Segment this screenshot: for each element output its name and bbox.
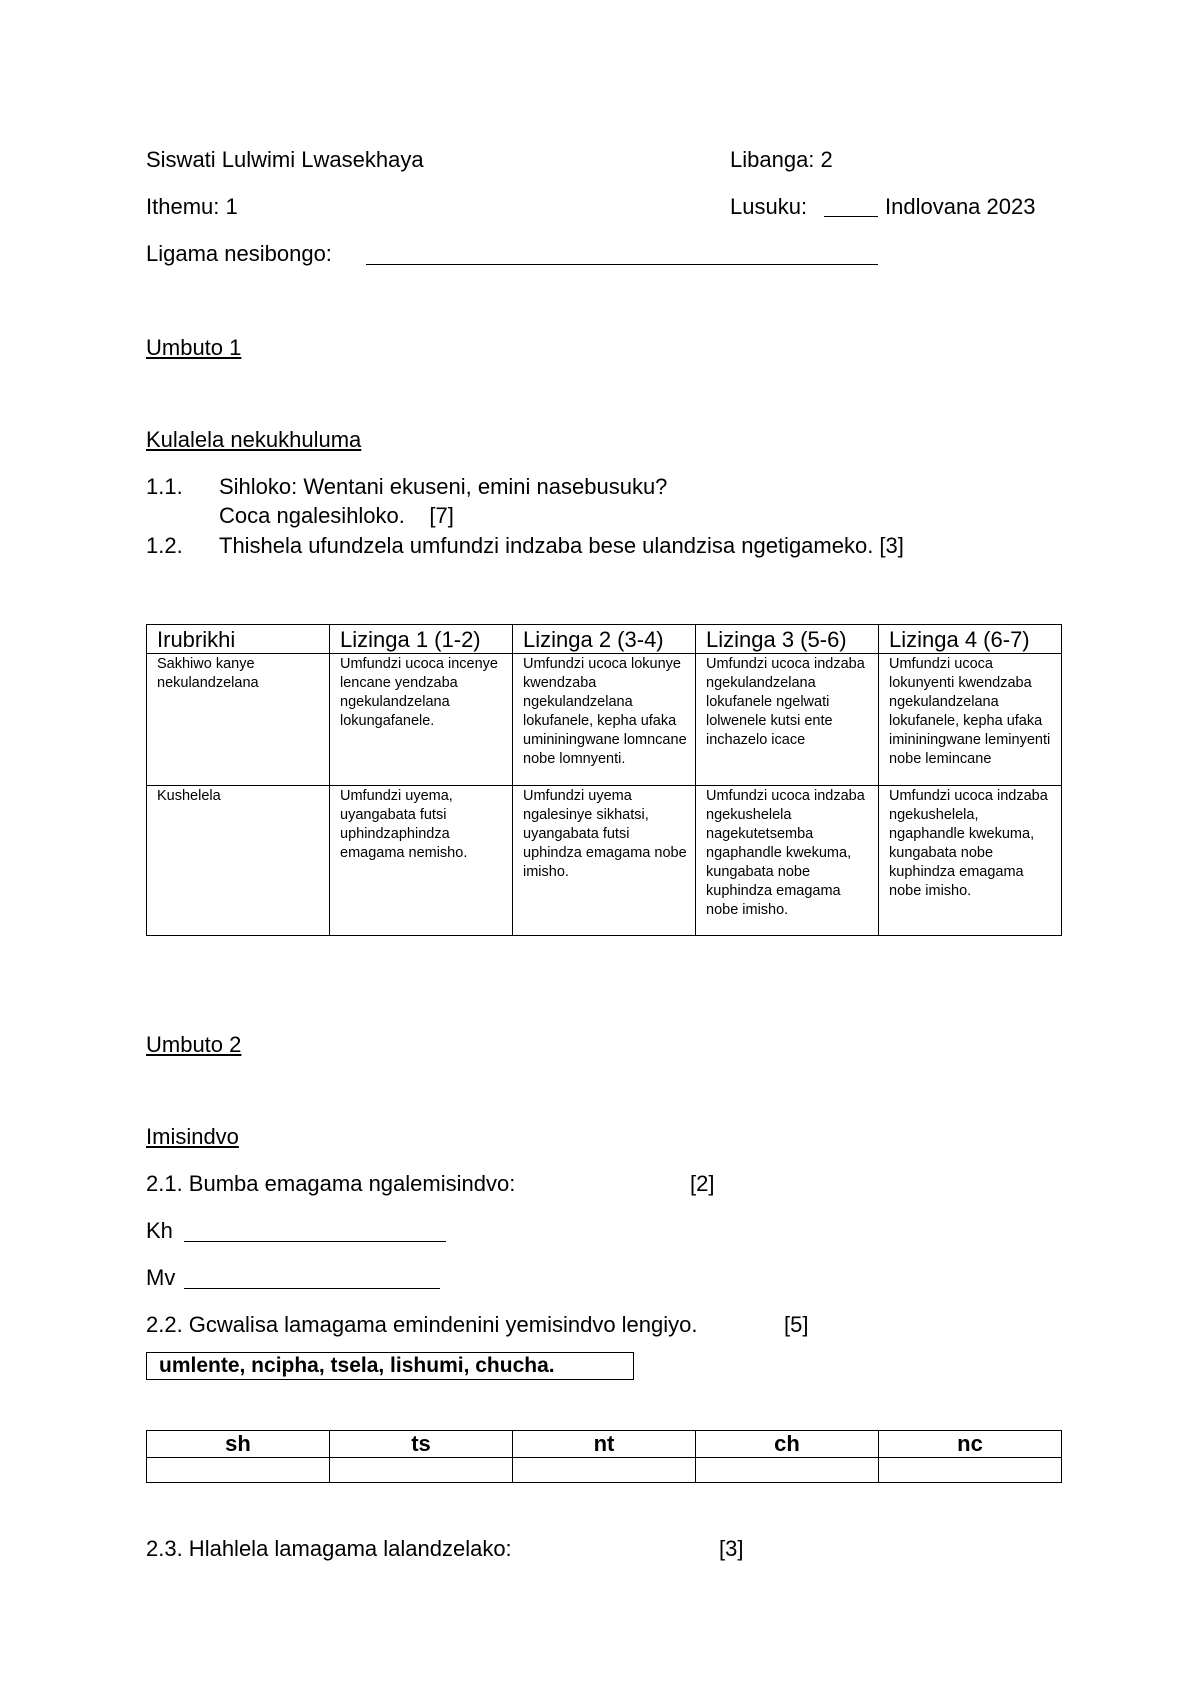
rubric-criterion-cell: Sakhiwo kanye nekulandzelana: [147, 654, 330, 786]
sound-header-sh: sh: [147, 1431, 330, 1458]
sound-family-table: [146, 1430, 1062, 1483]
section1-heading: Umbuto 1: [146, 335, 242, 360]
question-2-3-text: 2.3. Hlahlela lamagama lalandzelako:: [146, 1536, 512, 1561]
question-2-2-marks: [5]: [784, 1312, 809, 1337]
rubric-header-cell: Lizinga 3 (5-6): [696, 625, 879, 654]
table-row: [147, 654, 1062, 786]
question-1-2-number: 1.2.: [146, 533, 183, 558]
question-1-1-instruction: Coca ngalesihloko. [7]: [219, 503, 454, 528]
rubric-table: [146, 624, 1062, 936]
section1-subheading: Kulalela nekukhuluma: [146, 427, 362, 452]
date-suffix: Indlovana 2023: [885, 194, 1036, 219]
rubric-header-cell: Lizinga 1 (1-2): [330, 625, 513, 654]
section2-heading: Umbuto 2: [146, 1032, 242, 1057]
question-2-3-marks: [3]: [719, 1536, 744, 1561]
rubric-header-cell: Lizinga 4 (6-7): [879, 625, 1062, 654]
question-2-1-text: 2.1. Bumba emagama ngalemisindvo:: [146, 1171, 516, 1196]
mv-label: Mv: [146, 1265, 176, 1290]
section2-subheading: Imisindvo: [146, 1124, 239, 1149]
rubric-cell: Umfundzi ucoca indzaba ngekulandzelana lokufanele ngelwati lolwenele kutsi ente inchazelo icace: [696, 654, 879, 786]
answer-cell-nt[interactable]: [513, 1458, 696, 1483]
rubric-cell: Umfundzi ucoca incenye lencane yendzaba ngekulandzelana lokungafanele.: [330, 654, 513, 786]
name-blank-line[interactable]: [366, 264, 878, 265]
rubric-header-row: [147, 625, 1062, 654]
sound-answer-row: [147, 1458, 1062, 1483]
mv-answer-line[interactable]: [184, 1288, 440, 1289]
rubric-cell: Umfundzi ucoca lokunyenti kwendzaba ngekulandzelana lokufanele, kepha ufaka imininingwane leminyenti nobe lemincane: [879, 654, 1062, 786]
name-label: Ligama nesibongo:: [146, 241, 332, 266]
question-1-1-topic: Sihloko: Wentani ekuseni, emini nasebusuku?: [219, 474, 668, 499]
question-1-2-text: Thishela ufundzela umfundzi indzaba bese ulandzisa ngetigameko. [3]: [219, 533, 904, 558]
answer-cell-nc[interactable]: [879, 1458, 1062, 1483]
answer-cell-ch[interactable]: [696, 1458, 879, 1483]
rubric-header-cell: Irubrikhi: [147, 625, 330, 654]
term-label: Ithemu: 1: [146, 194, 238, 219]
question-1-1-number: 1.1.: [146, 474, 183, 499]
kh-answer-line[interactable]: [184, 1241, 446, 1242]
kh-label: Kh: [146, 1218, 173, 1243]
table-row: [147, 786, 1062, 936]
word-bank-box: umlente, ncipha, tsela, lishumi, chucha.: [146, 1352, 634, 1380]
answer-cell-sh[interactable]: [147, 1458, 330, 1483]
sound-header-ch: ch: [696, 1431, 879, 1458]
rubric-cell: Umfundzi uyema ngalesinye sikhatsi, uyangabata futsi uphindza emagama nobe imisho.: [513, 786, 696, 936]
sound-header-row: [147, 1431, 1062, 1458]
sound-header-nt: nt: [513, 1431, 696, 1458]
sound-header-ts: ts: [330, 1431, 513, 1458]
question-2-2-text: 2.2. Gcwalisa lamagama emindenini yemisindvo lengiyo.: [146, 1312, 698, 1337]
subject-title: Siswati Lulwimi Lwasekhaya: [146, 147, 424, 172]
sound-header-nc: nc: [879, 1431, 1062, 1458]
rubric-criterion-cell: Kushelela: [147, 786, 330, 936]
rubric-cell: Umfundzi ucoca indzaba ngekushelela nagekutetsemba ngaphandle kwekuma, kungabata nobe kuphindza emagama nobe imisho.: [696, 786, 879, 936]
date-blank-line[interactable]: [824, 216, 878, 217]
rubric-cell: Umfundzi uyema, uyangabata futsi uphindzaphindza emagama nemisho.: [330, 786, 513, 936]
rubric-header-cell: Lizinga 2 (3-4): [513, 625, 696, 654]
rubric-cell: Umfundzi ucoca indzaba ngekushelela, ngaphandle kwekuma, kungabata nobe kuphindza emagama nobe imisho.: [879, 786, 1062, 936]
rubric-cell: Umfundzi ucoca lokunye kwendzaba ngekulandzelana lokufanele, kepha ufaka umininingwane lomncane nobe lomnyenti.: [513, 654, 696, 786]
question-2-1-marks: [2]: [690, 1171, 715, 1196]
date-label: Lusuku:: [730, 194, 808, 219]
grade-label: Libanga: 2: [730, 147, 833, 172]
answer-cell-ts[interactable]: [330, 1458, 513, 1483]
